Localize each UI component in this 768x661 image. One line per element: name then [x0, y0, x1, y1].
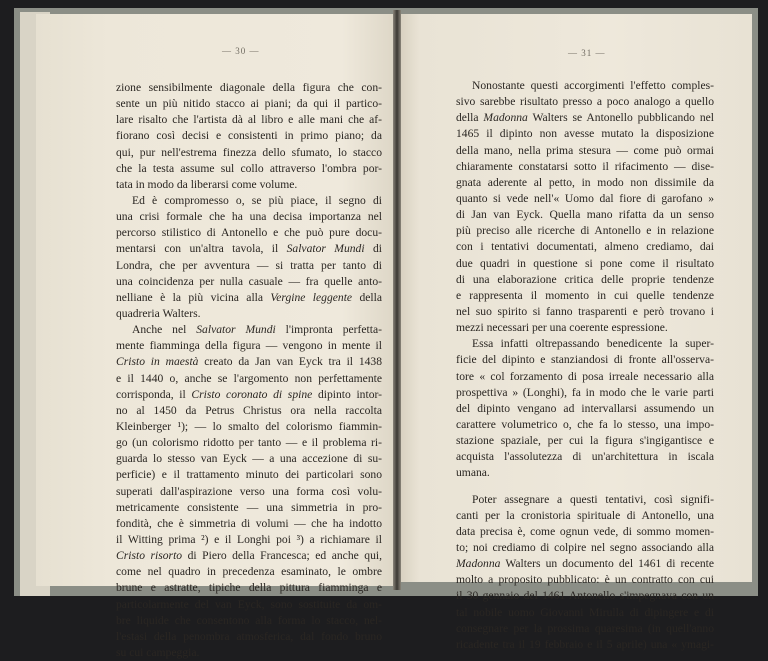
text-line: ficie del dipinto e stanziandosi di fronte all'osserva-: [456, 353, 714, 367]
text-line: Cristo risorto di Piero della Francesca; ed anche qui,: [116, 549, 382, 563]
book-gutter: [393, 10, 401, 590]
text-line: il 30 gennaio del 1461 Antonello s'impegnava con un: [456, 589, 714, 603]
text-line: e il 1440 o, anche se l'argomento non perfettamente: [116, 371, 382, 385]
text-line: mentarsi con un'altra tavola, il Salvator Mundi di: [116, 242, 382, 256]
text-line: lare risalto che l'artista dà al libro e alle mani che af-: [116, 113, 382, 127]
text-line: tata in modo da liberarsi come volume.: [116, 177, 298, 191]
text-line: qui, pur nell'estrema finezza dello sfumato, lo stacco: [116, 145, 382, 159]
left-page-number: — 30 —: [222, 46, 260, 56]
text-line: fondità, che è simmetria di volumi — che ha indotto: [116, 516, 382, 530]
text-line: no al 1450 da Petrus Christus ora nella raccolta: [116, 403, 382, 417]
text-line: mezzi necessari per una coerente espressione.: [456, 321, 668, 335]
text-line: quadreria Walters.: [116, 306, 201, 320]
right-page: [398, 14, 752, 651]
text-line: della mano, nella prima stesura — come può ormai: [456, 143, 714, 157]
text-line: chiaramente constatarsi sotto il rifacimento — dise-: [456, 159, 714, 173]
text-line: Ed è compromesso o, se più piace, il segno di: [132, 193, 382, 207]
text-line: Londra, che per avventura — si tratta per tanto di: [116, 258, 382, 272]
text-line: superati dall'aspirazione verso una forma così volu-: [116, 484, 382, 498]
text-line: due quadri in questione si pone come il risultato: [456, 256, 714, 270]
text-line: Kleinberger ¹); — lo smalto del colorismo fiammin-: [116, 419, 382, 433]
text-line: zione sensibilmente diagonale della figura che con-: [116, 81, 382, 94]
text-line: 1465 il dipinto non avesse mutato la disposizione: [456, 127, 714, 141]
text-line: canti per la cronistoria spirituale di Antonello, una: [456, 508, 714, 522]
text-line: stazione spaziale, per cui la figura s'ingigantisce e: [456, 434, 714, 448]
text-line: Madonna Walters un documento del 1461 di recente: [456, 557, 714, 571]
text-line: molto a proposito pubblicato: è un contratto con cui: [456, 573, 714, 587]
text-line: fiorano così decisi e consistenti in primo piano; da: [116, 129, 382, 143]
text-line: del dipinto vengano ad intervallarsi assumendo un: [456, 401, 714, 415]
text-line: acquista l'assolutezza di un'architettura in iscala: [456, 450, 714, 464]
text-line: consegnare per la prossima quaresima (in quell'anno: [456, 621, 714, 635]
right-page-text: [456, 78, 714, 653]
text-line: quanto si vede nell'« Uomo dal fiore di garofano »: [456, 191, 714, 205]
text-line: Anche nel Salvator Mundi l'impronta perfetta-: [132, 323, 382, 337]
text-line: percorso stilistico di Antonello e che può pure docu-: [116, 226, 382, 240]
text-line: bre liquide che consentono alla forma lo stacco, nel-: [116, 613, 382, 627]
text-line: più preciso alle ricerche di Antonello e in relazione: [456, 224, 714, 238]
text-line: sivo sarebbe risultato presso a poco analogo a quello: [456, 95, 714, 109]
text-line: Essa infatti oltrepassando benedicente la super-: [472, 337, 714, 351]
text-line: di Jan van Eyck. Quella mano rifatta da un senso: [456, 208, 714, 222]
text-line: go (un colorismo ridotto per tanto — e il problema ri-: [116, 436, 382, 450]
text-line: perficie) e il trattamento minuto dei particolari sono: [116, 468, 382, 482]
left-page: [36, 14, 396, 659]
text-line: nelliane è la più vicina alla Vergine leggente della: [116, 290, 382, 304]
text-line: Nonostante questi accorgimenti l'effetto comples-: [472, 79, 714, 92]
text-line: il Witting prima ²) e il Longhi poi ³) a richiamare il: [116, 532, 382, 546]
text-line: una coincidenza per nulla casuale — fra quelle anto-: [116, 274, 382, 288]
text-line: carattere volumetrico o, che fa lo stesso, una impo-: [456, 417, 714, 431]
text-line: che la testa assume sul collo attraverso l'ombra por-: [116, 161, 382, 175]
text-line: di una elaborazione critica delle proprie tendenze: [456, 272, 714, 286]
paragraph-gap: [456, 482, 714, 492]
left-page-text: [116, 80, 382, 661]
text-line: Cristo in maestà creato da Jan van Eyck tra il 1438: [116, 355, 383, 369]
text-line: particolarmente del van Eyck, sono sostituite da om-: [116, 597, 382, 611]
text-line: data precisa è, come ognun vede, di sommo momen-: [456, 524, 714, 538]
text-line: una crisi formale che ha una decisa importanza nel: [116, 210, 382, 224]
text-line: prospettiva » (Longhi), fa in modo che le varie parti: [456, 385, 714, 399]
text-line: sente un più nitido stacco ai piani; da qui il partico-: [116, 97, 382, 111]
text-line: ricadente tra il 19 febbraio e il 5 aprile) una « ymagi-: [456, 637, 714, 651]
text-line: su cui campeggia.: [116, 645, 200, 659]
text-line: nel suo spirito si fanno trasparenti e però trovano i: [456, 304, 714, 318]
text-line: gnata aderente al petto, in modo non dissimile da: [456, 175, 714, 189]
text-line: l'estasi della penombra atmosferica, dal fondo bruno: [116, 629, 382, 643]
text-line: corrisponda, il Cristo coronato di spine dipinto intor-: [116, 387, 382, 401]
text-line: come nel quadro in precedenza esaminato, le ombre: [116, 565, 382, 579]
text-line: guarda lo stesso van Eyck — a una accezione di su-: [116, 452, 382, 466]
text-line: della Madonna Walters se Antonello pubblicando nel: [456, 111, 714, 125]
text-line: brune e astratte, tipiche della pittura fiamminga e: [116, 581, 382, 595]
text-line: tal nobile uomo Giovanni Mirulla di dipingere e di: [456, 605, 714, 619]
right-page-number: — 31 —: [568, 48, 606, 58]
text-line: tore « col forzamento di posa irreale necessario alla: [456, 369, 714, 383]
text-line: e rappresenta il momento in cui quelle tendenze: [456, 288, 714, 302]
text-line: Poter assegnare a questi tentativi, così signifi-: [472, 492, 714, 506]
text-line: metricamente consistente — una simmetria in pro-: [116, 500, 382, 514]
text-line: mente fiamminga della figura — vengono in mente il: [116, 339, 382, 353]
text-line: umana.: [456, 466, 490, 480]
text-line: to; noi crediamo di colpire nel segno associando alla: [456, 540, 714, 554]
text-line: con i tentativi documentati, almeno crediamo, dai: [456, 240, 714, 254]
